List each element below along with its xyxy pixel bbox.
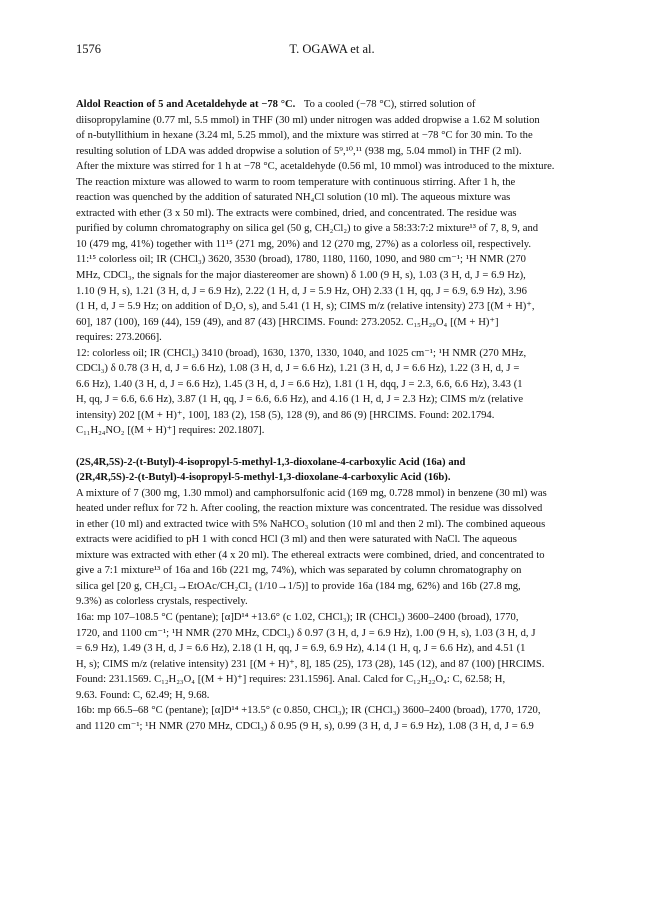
- section1-line-11: MHz, CDCl₃, the signals for the major diastereomer are shown) δ 1.00 (9 H, s), 1.03 (3 H, d, J = 6.9 Hz),: [76, 270, 526, 282]
- section1-line-2: of n-butyllithium in hexane (3.24 ml, 5.25 mmol), and the mixture was stirred at −78 °C for 30 min. To the: [76, 130, 533, 142]
- section1-line-5: The reaction mixture was allowed to warm to room temperature with continuous stirring. After 1 h, the: [76, 176, 516, 188]
- section1-line-8: purified by column chromatography on silica gel (50 g, CH₂Cl₂) to give a 58:33:7:2 mixture¹³ of 7, 8, 9, and: [76, 223, 539, 235]
- section1-line-9: 10 (479 mg, 41%) together with 11¹⁵ (271 mg, 20%) and 12 (270 mg, 27%) as a colorless oil, respectively.: [76, 238, 532, 250]
- section2-line-12: Found: 231.1569. C₁₂H₂₃O₄ [(M + H)⁺] requires: 231.1596]. Anal. Calcd for C₁₂H₂₂O₄: C, 62.58; H,: [76, 674, 506, 686]
- experimental-text: [76, 97, 586, 734]
- section1-line-21: C₁₁H₂₄NO₂ [(M + H)⁺] requires: 202.1807].: [76, 425, 265, 437]
- running-head: [76, 42, 588, 60]
- page-number: 1576: [76, 42, 101, 56]
- section1-line-17: CDCl₃) δ 0.78 (3 H, d, J = 6.6 Hz), 1.08 (3 H, d, J = 6.6 Hz), 1.21 (3 H, d, J = 6.6 Hz), 1.22 (3 H, d, J =: [76, 363, 520, 375]
- section2-line-13: 9.63. Found: C, 62.49; H, 9.68.: [76, 689, 210, 701]
- section2-title-line-1: (2R,4R,5S)-2-(t-Butyl)-4-isopropyl-5-methyl-1,3-dioxolane-4-carboxylic Acid (16b).: [76, 472, 451, 484]
- section2-line-5: give a 7:1 mixture¹³ of 16a and 16b (221 mg, 74%), which was separated by column chromatography on: [76, 565, 522, 577]
- section2-line-11: H, s); CIMS m/z (relative intensity) 231 [(M + H)⁺, 8], 185 (25), 173 (28), 145 (12), and 87 (100) [HRCIMS.: [76, 658, 545, 670]
- section1-line-20: intensity) 202 [(M + H)⁺, 100], 183 (2), 158 (5), 128 (9), and 86 (9) [HRCIMS. Found: 202.1794.: [76, 409, 495, 421]
- running-head-authors: T. OGAWA et al.: [289, 42, 375, 56]
- section2-line-15: and 1120 cm⁻¹; ¹H NMR (270 MHz, CDCl₃) δ 0.95 (9 H, s), 0.99 (3 H, d, J = 6.9 Hz), 1.08 (3 H, d, J = 6.9: [76, 720, 534, 732]
- section1-line-6: reaction was quenched by the addition of saturated NH₄Cl solution (10 ml). The aqueous mixture was: [76, 192, 511, 204]
- section1-line-15: requires: 273.2066].: [76, 332, 162, 344]
- section1-first-line: [76, 97, 586, 113]
- section1-line-14: 60], 187 (100), 169 (44), 159 (49), and 87 (43) [HRCIMS. Found: 273.2052. C₁₅H₂₉O₄ [(M + H)⁺]: [76, 316, 499, 328]
- section1-line-19: H, qq, J = 6.6, 6.6 Hz), 3.87 (1 H, qq, J = 6.6, 6.6 Hz), and 4.16 (1 H, d, J = 2.3 Hz); CIMS m/z (relative: [76, 394, 524, 406]
- section2-line-10: = 6.9 Hz), 1.49 (3 H, d, J = 6.6 Hz), 2.18 (1 H, qq, J = 6.9, 6.9 Hz), 4.14 (1 H, q, J = 6.6 Hz), and 4.51 (1: [76, 643, 526, 655]
- section2-line-1: heated under reflux for 72 h. After cooling, the reaction mixture was concentrated. The residue was dissolved: [76, 503, 543, 515]
- section2-line-14: 16b: mp 66.5–68 °C (pentane); [α]D¹⁴ +13.5° (c 0.850, CHCl₃); IR (CHCl₃) 3600–2400 (broad), 1770, 1720,: [76, 705, 541, 717]
- section1-line-13: (1 H, d, J = 5.9 Hz; on addition of D₂O, s), and 5.41 (1 H, s); CIMS m/z (relative intensity) 273 [(M + H)⁺,: [76, 301, 535, 313]
- section2-line-8: 16a: mp 107–108.5 °C (pentane); [α]D¹⁴ +13.6° (c 1.02, CHCl₃); IR (CHCl₃) 3600–2400 (broad), 1770,: [76, 612, 519, 623]
- section2-line-9: 1720, and 1100 cm⁻¹; ¹H NMR (270 MHz, CDCl₃) δ 0.97 (3 H, d, J = 6.9 Hz), 1.00 (9 H, s), 1.03 (3 H, d, J: [76, 627, 536, 639]
- section1-line-12: 1.10 (9 H, s), 1.21 (3 H, d, J = 6.9 Hz), 2.22 (1 H, d, J = 5.9 Hz, OH) 2.33 (1 H, qq, J = 6.9, 6.9 Hz), 3.96: [76, 285, 527, 297]
- section1-title: Aldol Reaction of 5 and Acetaldehyde at −78 °C.: [76, 99, 296, 110]
- section1-line-16: 12: colorless oil; IR (CHCl₃) 3410 (broad), 1630, 1370, 1330, 1040, and 1025 cm⁻¹; ¹H NMR (270 MHz,: [76, 347, 527, 359]
- section1-line-10: 11:¹⁵ colorless oil; IR (CHCl₃) 3620, 3530 (broad), 1780, 1180, 1160, 1090, and 980 cm⁻¹; ¹H NMR (270: [76, 254, 526, 266]
- section2-line-2: in ether (10 ml) and extracted twice with 5% NaHCO₃ solution (10 ml and then 2 ml). The combined aqueous: [76, 518, 546, 530]
- section-gap: [76, 439, 586, 455]
- section2-line-0: A mixture of 7 (300 mg, 1.30 mmol) and camphorsulfonic acid (169 mg, 0.728 mmol) in benzene (30 ml) was: [76, 487, 547, 499]
- section1-line-4: After the mixture was stirred for 1 h at −78 °C, acetaldehyde (0.56 ml, 10 mmol) was introduced to the mixture.: [76, 161, 555, 173]
- section2-line-4: mixture was extracted with ether (4 x 20 ml). The ethereal extracts were combined, dried, and concentrated to: [76, 549, 545, 561]
- section2-line-3: extracts were acidified to pH 1 with concd HCl (3 ml) and then were saturated with NaCl. The aqueous: [76, 534, 517, 546]
- section2-title-line-0: (2S,4R,5S)-2-(t-Butyl)-4-isopropyl-5-methyl-1,3-dioxolane-4-carboxylic Acid (16a) and: [76, 456, 466, 468]
- section1-line-18: 6.6 Hz), 1.40 (3 H, d, J = 6.6 Hz), 1.45 (3 H, d, J = 6.6 Hz), 1.81 (1 H, dqq, J = 2.3, 6.6, 6.6 Hz), 3.43 (1: [76, 378, 523, 390]
- section1-line-0: To a cooled (−78 °C), stirred solution of: [303, 99, 476, 110]
- section2-line-7: 9.3%) as colorless crystals, respectively.: [76, 596, 248, 608]
- section1-line-7: extracted with ether (3 x 50 ml). The extracts were combined, dried, and concentrated. The residue was: [76, 207, 517, 219]
- section1-line-3: resulting solution of LDA was added dropwise a solution of 5⁹,¹⁰,¹¹ (938 mg, 5.04 mmol) in THF (2 ml).: [76, 145, 522, 157]
- section2-line-6: silica gel [20 g, CH₂Cl₂→EtOAc/CH₂Cl₂ (1/10→1/5)] to provide 16a (184 mg, 62%) and 16b (27.8 mg,: [76, 580, 521, 592]
- section1-line-1: diisopropylamine (0.77 ml, 5.5 mmol) in THF (30 ml) under nitrogen was added dropwise a 1.62 M solution: [76, 114, 540, 126]
